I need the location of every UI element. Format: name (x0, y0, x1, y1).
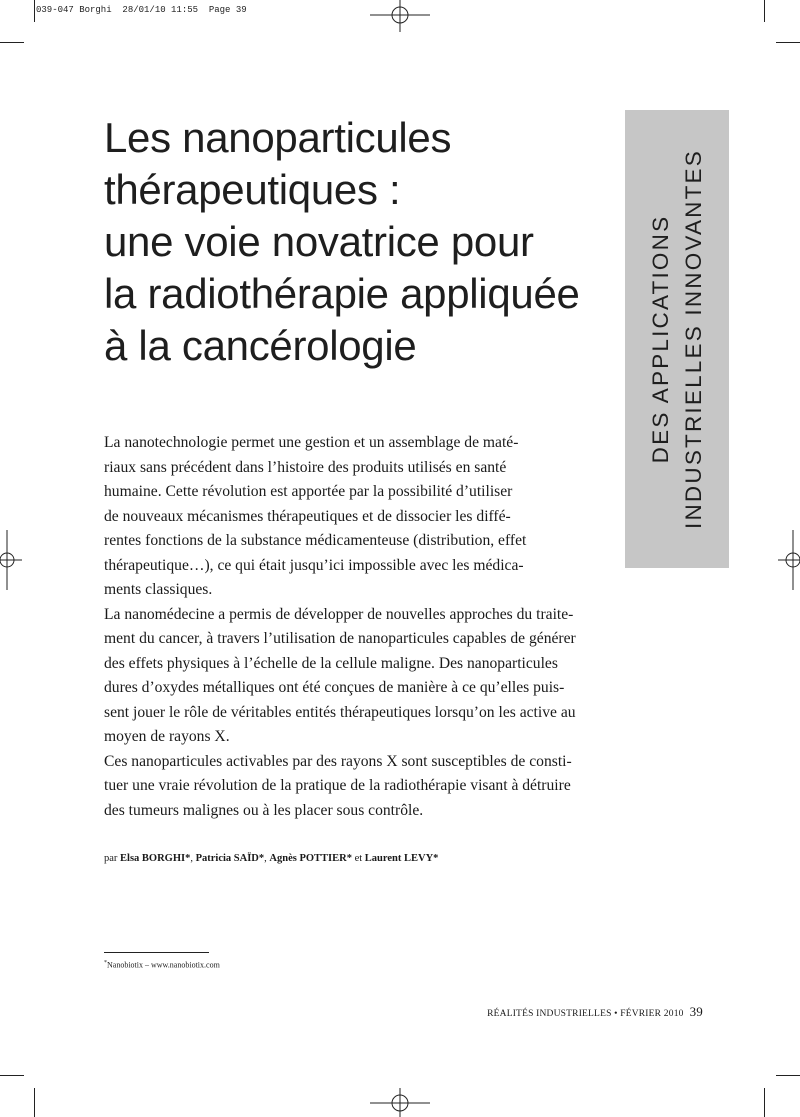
registration-mark-icon (778, 530, 800, 590)
running-footer (487, 1004, 703, 1020)
crop-mark (34, 0, 35, 22)
crop-mark (776, 1075, 800, 1076)
crop-mark (34, 1088, 35, 1117)
body-line: humaine. Cette révolution est apportée par la possibilité d’utiliser (104, 483, 513, 500)
author-name: Laurent LEVY* (364, 853, 439, 864)
author-name: Agnès POTTIER* (269, 853, 352, 864)
journal-issue: RÉALITÉS INDUSTRIELLES • FÉVRIER 2010 (487, 1009, 684, 1019)
body-line: Ces nanoparticules activables par des rayons X sont susceptibles de consti- (104, 752, 572, 770)
byline-separator: et (351, 853, 365, 864)
section-line-1: DES APPLICATIONS (648, 214, 673, 464)
byline-prefix: par (104, 853, 121, 864)
registration-mark-icon (370, 1088, 430, 1117)
author-name: Elsa BORGHI* (120, 853, 191, 864)
article-intro (104, 431, 674, 823)
body-line: des tumeurs malignes ou à les placer sous contrôle. (104, 801, 424, 819)
footnote-rule (104, 952, 209, 953)
footnote (104, 960, 220, 970)
footnote-mark: * (104, 960, 107, 966)
footnote-text: Nanobiotix – www.nanobiotix.com (107, 960, 220, 970)
article-title (104, 112, 624, 372)
byline-separator: , (190, 853, 196, 864)
title-line: une voie novatrice pour (104, 218, 534, 265)
body-line: ments classiques. (104, 581, 213, 598)
body-line: La nanotechnologie permet une gestion et un assemblage de maté- (104, 434, 519, 451)
body-line: de nouveaux mécanismes thérapeutiques et de dissocier les diffé- (104, 507, 511, 525)
body-line: thérapeutique…), ce qui était jusqu’ici impossible avec les médica- (104, 556, 524, 574)
title-line: la radiothérapie appliquée (104, 270, 580, 317)
title-line: thérapeutiques : (104, 166, 401, 213)
body-line: dures d’oxydes métalliques ont été conçues de manière à ce qu’elles puis- (104, 679, 565, 696)
crop-mark (0, 42, 24, 43)
section-line-2: INDUSTRIELLES INNOVANTES (681, 149, 706, 529)
body-line: rentes fonctions de la substance médicamenteuse (distribution, effet (104, 532, 527, 549)
body-line: riaux sans précédent dans l’histoire des produits utilisés en santé (104, 458, 507, 476)
author-name: Patricia SAÏD* (195, 853, 265, 864)
crop-mark (764, 1088, 765, 1117)
title-line: à la cancérologie (104, 322, 417, 369)
body-line: La nanomédecine a permis de développer de nouvelles approches du traite- (104, 605, 574, 623)
body-line: moyen de rayons X. (104, 728, 230, 745)
body-line: sent jouer le rôle de véritables entités thérapeutiques lorsqu’on les active au (104, 703, 576, 721)
body-line: tuer une vraie révolution de la pratique de la radiothérapie visant à détruire (104, 777, 571, 794)
crop-mark (764, 0, 765, 22)
print-slug: 039-047 Borghi 28/01/10 11:55 Page 39 (36, 5, 247, 15)
byline-separator: , (264, 853, 270, 864)
registration-mark-icon (0, 530, 22, 590)
crop-mark (0, 1075, 24, 1076)
body-line: ment du cancer, à travers l’utilisation de nanoparticules capables de générer (104, 630, 576, 647)
title-line: Les nanoparticules (104, 114, 452, 161)
registration-mark-icon (370, 0, 430, 32)
crop-mark (776, 42, 800, 43)
page-number: 39 (689, 1004, 703, 1019)
author-byline (104, 853, 438, 864)
body-line: des effets physiques à l’échelle de la cellule maligne. Des nanoparticules (104, 654, 558, 672)
